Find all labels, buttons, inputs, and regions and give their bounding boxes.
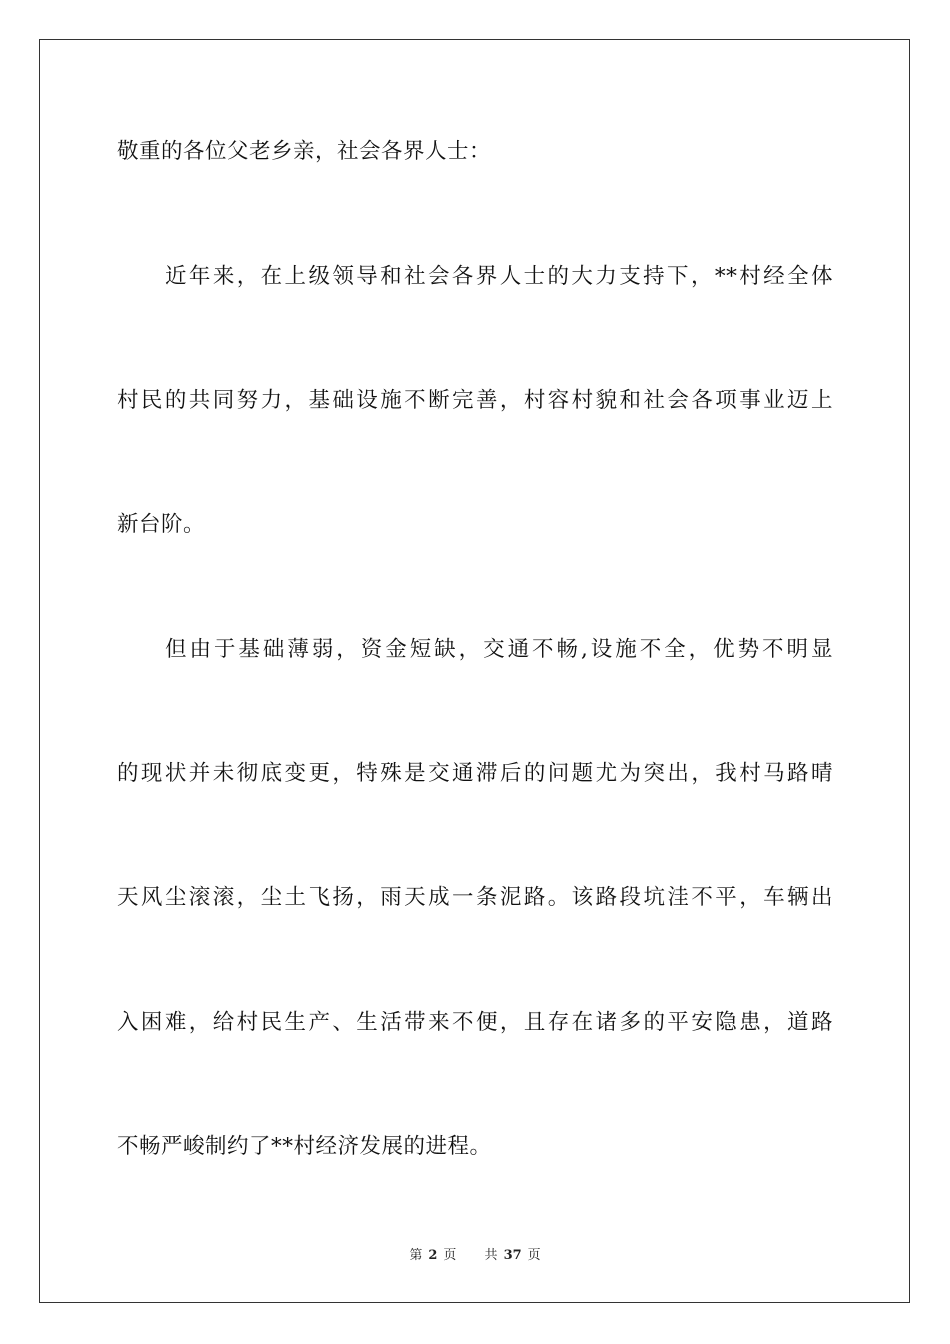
total-suffix: 页 [527, 1248, 541, 1263]
paragraph-1-line-1: 近年来，在上级领导和社会各界人士的大力支持下，**村经全体 [165, 264, 833, 289]
page-number: 2 [428, 1248, 438, 1263]
page-border [39, 39, 910, 1303]
paragraph-1-line-3: 新台阶。 [117, 512, 206, 537]
page-suffix: 页 [443, 1248, 457, 1263]
total-pages: 37 [503, 1248, 522, 1263]
salutation-line: 敬重的各位父老乡亲，社会各界人士： [117, 139, 492, 164]
page-prefix: 第 [409, 1248, 423, 1263]
paragraph-2-line-1: 但由于基础薄弱，资金短缺，交通不畅,设施不全，优势不明显 [165, 637, 833, 662]
total-prefix: 共 [484, 1248, 498, 1263]
page-footer [0, 1247, 950, 1265]
page-indicator [403, 1248, 462, 1263]
paragraph-2-line-2: 的现状并未彻底变更，特殊是交通滞后的问题尤为突出，我村马路晴 [117, 761, 833, 786]
paragraph-2-line-3: 天风尘滚滚，尘土飞扬，雨天成一条泥路。该路段坑洼不平，车辆出 [117, 885, 833, 910]
paragraph-2-line-5: 不畅严峻制约了**村经济发展的进程。 [117, 1134, 492, 1159]
paragraph-1-line-2: 村民的共同努力，基础设施不断完善，村容村貌和社会各项事业迈上 [117, 388, 833, 413]
paragraph-2-line-4: 入困难，给村民生产、生活带来不便，且存在诸多的平安隐患，道路 [117, 1010, 833, 1035]
total-indicator [479, 1248, 547, 1263]
